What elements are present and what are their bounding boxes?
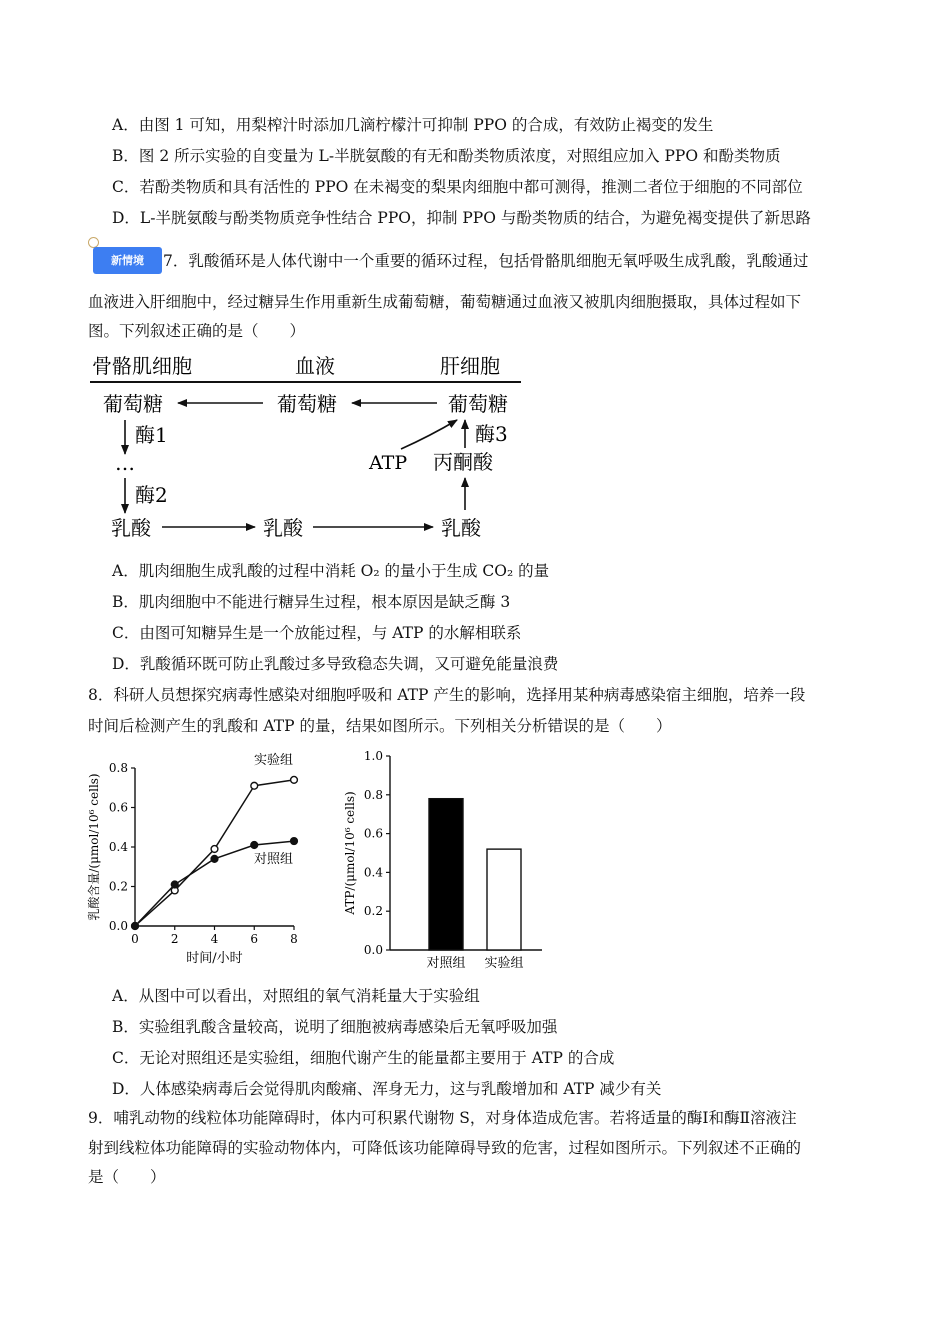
y-tick-label: 0.0: [108, 919, 128, 933]
q8-stem-line-1: 8．科研人员想探究病毒性感染对细胞呼吸和 ATP 产生的影响，选择用某种病毒感染宿主细胞，培养一段: [88, 686, 806, 704]
col-liver-label: 肝细胞: [440, 354, 500, 378]
y-tick-label: 0.6: [363, 826, 383, 841]
data-point: [251, 842, 258, 849]
q7-stem-line-2: 血液进入肝细胞中，经过糖异生作用重新生成葡萄糖，葡萄糖通过血液又被肌肉细胞摄取，具体过程如下: [88, 293, 802, 311]
bar-1: [429, 799, 463, 950]
lactate-liver: 乳酸: [441, 516, 481, 540]
y-tick-label: 1.0: [363, 749, 383, 763]
q6-option-d: D．L-半胱氨酸与酚类物质竞争性结合 PPO，抑制 PPO 与酚类物质的结合，为避免褐变提供了新思路: [112, 209, 811, 227]
q6-option-c: C．若酚类物质和具有活性的 PPO 在未褐变的梨果肉细胞中都可测得，推测二者位于细胞的不同部位: [112, 178, 803, 196]
q7-option-b: B．肌肉细胞中不能进行糖异生过程，根本原因是缺乏酶 3: [112, 593, 511, 611]
q7-option-c: C．由图可知糖异生是一个放能过程，与 ATP 的水解相联系: [112, 624, 522, 642]
lactate-line-chart: [80, 752, 320, 977]
lactate-blood: 乳酸: [263, 516, 303, 540]
y-axis-label: 乳酸含量/(μmol/10⁶ cells): [87, 773, 101, 921]
category-label: 实验组: [484, 956, 524, 971]
lactate-muscle: 乳酸: [111, 516, 151, 540]
y-tick-label: 0.4: [108, 840, 128, 854]
arrow-atp-input: [401, 420, 457, 449]
atp-bar-chart: [340, 742, 550, 977]
y-axis-label: ATP/(μmol/10⁶ cells): [343, 791, 357, 915]
q8-stem-line-2: 时间后检测产生的乳酸和 ATP 的量，结果如图所示。下列相关分析错误的是（ ）: [88, 717, 672, 735]
ellipsis: …: [115, 451, 135, 475]
category-label: 对照组: [426, 956, 466, 971]
bar-2: [487, 849, 521, 950]
q9-stem-line-1: 9．哺乳动物的线粒体功能障碍时，体内可积累代谢物 S，对身体造成危害。若将适量的酶Ⅰ和酶Ⅱ溶液注: [88, 1109, 797, 1127]
new-context-tag: 新情境: [93, 247, 162, 274]
q8-option-b: B．实验组乳酸含量较高，说明了细胞被病毒感染后无氧呼吸加强: [112, 1018, 558, 1036]
q6-option-b: B．图 2 所示实验的自变量为 L-半胱氨酸的有无和酚类物质浓度，对照组应加入 PPO 和酚类物质: [112, 147, 781, 165]
x-tick-label: 0: [131, 932, 139, 946]
data-point: [211, 846, 218, 853]
enzyme3-label: 酶3: [475, 422, 508, 446]
y-tick-label: 0.8: [363, 787, 383, 802]
enzyme1-label: 酶1: [135, 423, 168, 447]
q7-stem-line-1: 7．乳酸循环是人体代谢中一个重要的循环过程，包括骨骼肌细胞无氧呼吸生成乳酸，乳酸通过: [163, 252, 809, 270]
glucose-muscle: 葡萄糖: [103, 392, 163, 416]
glucose-liver: 葡萄糖: [448, 392, 508, 416]
q7-stem-line-3: 图。下列叙述正确的是（ ）: [88, 322, 306, 340]
x-tick-label: 4: [210, 932, 219, 946]
data-point: [291, 776, 298, 783]
x-axis-label: 时间/小时: [186, 951, 243, 966]
q9-stem-line-3: 是（ ）: [88, 1168, 166, 1186]
data-point: [251, 782, 258, 789]
enzyme2-label: 酶2: [135, 483, 168, 507]
q7-option-a: A．肌肉细胞生成乳酸的过程中消耗 O₂ 的量小于生成 CO₂ 的量: [112, 562, 550, 580]
y-tick-label: 0.2: [363, 904, 383, 919]
atp-label: ATP: [369, 452, 408, 474]
q6-option-a: A．由图 1 可知，用梨榨汁时添加几滴柠檬汁可抑制 PPO 的合成，有效防止褐变的发生: [112, 116, 714, 134]
q8-option-d: D．人体感染病毒后会觉得肌肉酸痛、浑身无力，这与乳酸增加和 ATP 减少有关: [112, 1080, 662, 1098]
data-point: [291, 838, 298, 845]
col-blood-label: 血液: [295, 354, 335, 378]
y-tick-label: 0.0: [363, 943, 383, 957]
q7-option-d: D．乳酸循环既可防止乳酸过多导致稳态失调，又可避免能量浪费: [112, 655, 559, 673]
lactate-cycle-diagram: [85, 348, 535, 548]
q8-option-a: A．从图中可以看出，对照组的氧气消耗量大于实验组: [112, 987, 480, 1005]
col-muscle-label: 骨骼肌细胞: [92, 354, 192, 378]
glucose-blood: 葡萄糖: [277, 392, 337, 416]
y-tick-label: 0.2: [108, 879, 128, 894]
y-tick-label: 0.6: [108, 800, 128, 815]
series-label: 实验组: [254, 752, 294, 768]
data-point: [132, 923, 139, 930]
x-tick-label: 8: [290, 932, 298, 946]
y-tick-label: 0.8: [108, 761, 128, 775]
q8-option-c: C．无论对照组还是实验组，细胞代谢产生的能量都主要用于 ATP 的合成: [112, 1049, 615, 1067]
q9-stem-line-2: 射到线粒体功能障碍的实验动物体内，可降低该功能障碍导致的危害，过程如图所示。下列叙述不正确的: [88, 1139, 802, 1157]
pyruvate-label: 丙酮酸: [433, 450, 493, 474]
data-point: [171, 881, 178, 888]
x-tick-label: 2: [170, 932, 179, 946]
y-tick-label: 0.4: [363, 865, 383, 880]
data-point: [211, 855, 218, 862]
x-tick-label: 6: [250, 932, 259, 946]
series-label: 对照组: [254, 852, 294, 868]
